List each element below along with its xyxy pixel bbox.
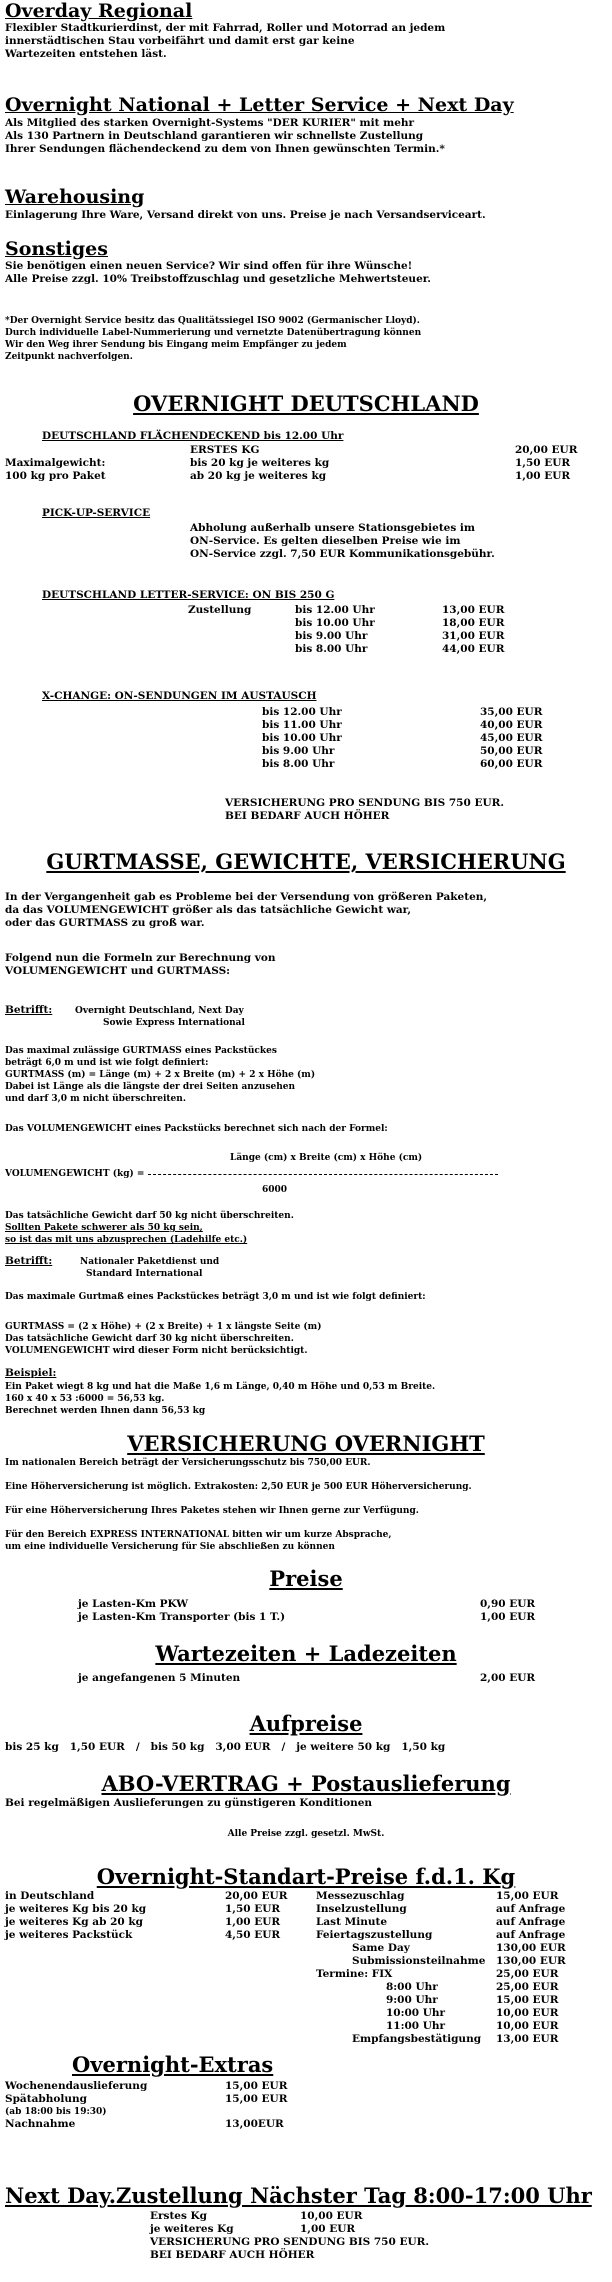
- table-row: bis 12.00 Uhr 13,00 EUR: [295, 604, 505, 616]
- gewicht-limit-text: Das tatsächliche Gewicht darf 50 kg nicht überschreiten. Sollten Pakete schwerer als 50 kg sein, so ist das mit uns abzusprechen (Ladehilfe etc.): [5, 1211, 294, 1245]
- wartezeiten-label: je angefangenen 5 Minuten: [78, 1672, 241, 1684]
- pickup-heading: PICK-UP-SERVICE: [42, 507, 151, 519]
- nextday-insurance-1: VERSICHERUNG PRO SENDUNG BIS 750 EUR.: [150, 2236, 429, 2248]
- formula-denominator: 6000: [262, 1185, 288, 1195]
- overday-text: Flexibler Stadtkurierdinst, der mit Fahrrad, Roller und Motorrad an jedem innerstädtischen Stau vorbeifährt und damit erst gar keine Wartezeiten entstehen läst.: [5, 22, 446, 60]
- gurtmasse-intro: In der Vergangenheit gab es Probleme bei der Versendung von größeren Paketen, da das VOLUMENGEWICHT größer als das tatsächliche Gewicht war, oder das GURTMASS zu groß war.: [5, 891, 488, 929]
- wartezeiten-title: Wartezeiten + Ladezeiten: [155, 1641, 457, 1666]
- table-row: bis 12.00 Uhr 35,00 EUR: [262, 706, 543, 718]
- table-row: je weiteres Kg 1,00 EUR: [150, 2223, 356, 2235]
- mwst-note: Alle Preise zzgl. gesetzl. MwSt.: [227, 1829, 385, 1839]
- betrifft-text-1: Overnight Deutschland, Next Day Sowie Express International: [75, 1006, 245, 1028]
- overday-title: Overday Regional: [5, 0, 193, 22]
- table-row: 10:00 Uhr 10,00 EUR: [386, 2007, 559, 2019]
- beispiel-text: Ein Paket wiegt 8 kg und hat die Maße 1,6 m Länge, 0,40 m Höhe und 0,53 m Breite. 160 x 40 x 53 :6000 = 56,53 kg. Berechnet werden Ihnen dann 56,53 kg: [5, 1382, 436, 1416]
- table-row: Empfangsbestätigung 13,00 EUR: [352, 2033, 559, 2045]
- aufpreise-line: bis 25 kg 1,50 EUR / bis 50 kg 3,00 EUR / je weitere 50 kg 1,50 kg: [5, 1741, 446, 1753]
- warehousing-text: Einlagerung Ihre Ware, Versand direkt von uns. Preise je nach Versandserviceart.: [5, 209, 486, 221]
- standart-preise-left: [5, 1890, 287, 1942]
- beispiel-label: Beispiel:: [5, 1367, 57, 1379]
- preise-table: [78, 1598, 548, 1624]
- abo-title: ABO-VERTRAG + Postauslieferung: [101, 1771, 511, 1796]
- versicherung-title: VERSICHERUNG OVERNIGHT: [127, 1431, 485, 1456]
- versicherung-line-1: Im nationalen Bereich beträgt der Versicherungsschutz bis 750,00 EUR.: [5, 1458, 371, 1468]
- table-row: Feiertagszustellung auf Anfrage: [316, 1929, 566, 1941]
- letter-zustellung-label: Zustellung: [188, 604, 252, 616]
- nextday-table: [150, 2210, 429, 2262]
- overnight-title: Overnight National + Letter Service + Next Day: [5, 94, 514, 116]
- table-row: Maximalgewicht: bis 20 kg je weiteres kg 1,50 EUR: [5, 457, 571, 469]
- standart-preise-right: [316, 1890, 566, 2046]
- iso-footnote: *Der Overnight Service besitz das Qualitätssiegel ISO 9002 (Germanischer Lloyd). Durch individuelle Label-Nummerierung und vernetzte Datenübertragung können Wir den Weg ihrer Sendung bis Eingang meim Empfänger zu jedem Zeitpunkt nachverfolgen.: [5, 316, 422, 362]
- table-row: Last Minute auf Anfrage: [316, 1916, 566, 1928]
- formula-numerator: Länge (cm) x Breite (cm) x Höhe (cm): [230, 1153, 423, 1163]
- volumengewicht-intro: Das VOLUMENGEWICHT eines Packstücks berechnet sich nach der Formel:: [5, 1124, 388, 1134]
- table-row: Nachnahme 13,00EUR: [5, 2118, 284, 2130]
- table-row: 9:00 Uhr 15,00 EUR: [386, 1994, 559, 2006]
- letter-service-table: [295, 604, 504, 656]
- table-row: ERSTES KG 20,00 EUR: [190, 444, 578, 456]
- wartezeiten-price: 2,00 EUR: [480, 1672, 536, 1684]
- aufpreise-title: Aufpreise: [249, 1711, 363, 1736]
- table-row: je weiteres Packstück 4,50 EUR: [5, 1929, 281, 1941]
- table-row: 100 kg pro Paket ab 20 kg je weiteres kg 1,00 EUR: [5, 470, 571, 482]
- sonstiges-title: Sonstiges: [5, 238, 108, 260]
- table-row: Messezuschlag 15,00 EUR: [316, 1890, 559, 1902]
- preise-title: Preise: [269, 1566, 343, 1591]
- table-row: (ab 18:00 bis 19:30): [5, 2107, 107, 2117]
- table-row: 11:00 Uhr 10,00 EUR: [386, 2020, 559, 2032]
- table-row: Inselzustellung auf Anfrage: [316, 1903, 566, 1915]
- abo-line: Bei regelmäßigen Auslieferungen zu günstigeren Konditionen: [5, 1797, 373, 1809]
- table-row: in Deutschland 20,00 EUR: [5, 1890, 288, 1902]
- xchange-heading: X-CHANGE: ON-SENDUNGEN IM AUSTAUSCH: [42, 690, 317, 702]
- extras-table: [5, 2080, 287, 2131]
- standart-preise-title: Overnight-Standart-Preise f.d.1. Kg: [96, 1864, 516, 1889]
- table-row: je Lasten-Km PKW 0,90 EUR: [78, 1598, 536, 1610]
- versicherung-line-4: Für den Bereich EXPRESS INTERNATIONAL bitten wir um kurze Absprache, um eine individuelle Versicherung für Sie abschließen zu können: [5, 1530, 392, 1552]
- versicherung-line-3: Für eine Höherversicherung Ihres Paketes stehen wir Ihnen gerne zur Verfügung.: [5, 1506, 419, 1516]
- table-row: bis 10.00 Uhr 18,00 EUR: [295, 617, 505, 629]
- sonstiges-text: Sie benötigen einen neuen Service? Wir sind offen für ihre Wünsche! Alle Preise zzgl. 10% Treibstoffzuschlag und gesetzliche Mehwertsteuer.: [5, 260, 431, 285]
- table-row: je weiteres Kg bis 20 kg 1,50 EUR: [5, 1903, 281, 1915]
- table-row: bis 9.00 Uhr 31,00 EUR: [295, 630, 505, 642]
- table-row: je weiteres Kg ab 20 kg 1,00 EUR: [5, 1916, 281, 1928]
- overnight-text: Als Mitglied des starken Overnight-Systems "DER KURIER" mit mehr Als 130 Partnern in Deutschland garantieren wir schnellste Zustellung Ihrer Sendungen flächendeckend zu dem von Ihnen gewünschten Termin.*: [5, 117, 445, 155]
- table-row: Same Day 130,00 EUR: [352, 1942, 566, 1954]
- table-row: Submissionsteilnahme 130,00 EUR: [352, 1955, 566, 1967]
- warehousing-title: Warehousing: [5, 186, 145, 208]
- table-row: bis 9.00 Uhr 50,00 EUR: [262, 745, 543, 757]
- betrifft-label-2: Betrifft:: [5, 1255, 53, 1267]
- table-row: Wochenendauslieferung 15,00 EUR: [5, 2080, 288, 2092]
- formula-lhs: VOLUMENGEWICHT (kg) =: [5, 1169, 145, 1179]
- table-row: Spätabholung 15,00 EUR: [5, 2093, 288, 2105]
- table-row: je Lasten-Km Transporter (bis 1 T.) 1,00 EUR: [78, 1611, 536, 1623]
- table-row: bis 8.00 Uhr 44,00 EUR: [295, 643, 505, 655]
- xchange-insurance: VERSICHERUNG PRO SENDUNG BIS 750 EUR. BEI BEDARF AUCH HÖHER: [225, 797, 504, 822]
- table-row: bis 11.00 Uhr 40,00 EUR: [262, 719, 543, 731]
- formula-fraction-line: [148, 1174, 498, 1175]
- letter-service-heading: DEUTSCHLAND LETTER-SERVICE: ON BIS 250 G: [42, 589, 335, 601]
- gurtmass-definition: Das maximal zulässige GURTMASS eines Packstückes beträgt 6,0 m und ist wie folgt definiert: GURTMASS (m) = Länge (m) + 2 x Breite (m) + 2 x Höhe (m) Dabei ist Länge als die längste der drei Seiten anzusehen und darf 3,0 m nicht überschreiten.: [5, 1046, 316, 1104]
- betrifft-text-2: Nationaler Paketdienst und Standard International: [80, 1257, 220, 1279]
- pickup-text: Abholung außerhalb unsere Stationsgebietes im ON-Service. Es gelten dieselben Preise wie im ON-Service zzgl. 7,50 EUR Kommunikationsgebühr.: [190, 522, 495, 560]
- gurtmass-national-definition: GURTMASS = (2 x Höhe) + (2 x Breite) + 1 x längste Seite (m) Das tatsächliche Gewicht darf 30 kg nicht überschreiten. VOLUMENGEWICHT wird dieser Form nicht berücksichtigt.: [5, 1322, 322, 1356]
- betrifft-label-1: Betrifft:: [5, 1004, 53, 1016]
- xchange-table: [262, 706, 542, 771]
- extras-title: Overnight-Extras: [72, 2052, 274, 2077]
- table-row: 8:00 Uhr 25,00 EUR: [386, 1981, 559, 1993]
- versicherung-line-2: Eine Höherversicherung ist möglich. Extrakosten: 2,50 EUR je 500 EUR Höherversicherung.: [5, 1482, 472, 1492]
- table-row: bis 10.00 Uhr 45,00 EUR: [262, 732, 543, 744]
- table-row: Erstes Kg 10,00 EUR: [150, 2210, 363, 2222]
- nextday-insurance-2: BEI BEDARF AUCH HÖHER: [150, 2249, 315, 2261]
- gurtmass-national-intro: Das maximale Gurtmaß eines Packstückes beträgt 3,0 m und ist wie folgt definiert:: [5, 1292, 426, 1302]
- flaechendeckend-heading: DEUTSCHLAND FLÄCHENDECKEND bis 12.00 Uhr: [42, 430, 344, 442]
- nextday-title: Next Day.Zustellung Nächster Tag 8:00-17:00 Uhr: [5, 2183, 592, 2208]
- table-row: bis 8.00 Uhr 60,00 EUR: [262, 758, 543, 770]
- overnight-deutschland-title: OVERNIGHT DEUTSCHLAND: [133, 391, 479, 416]
- formeln-intro: Folgend nun die Formeln zur Berechnung von VOLUMENGEWICHT und GURTMASS:: [5, 952, 276, 977]
- flaechendeckend-table: [5, 444, 580, 483]
- table-row: Termine: FIX 25,00 EUR: [316, 1968, 559, 1980]
- gurtmasse-title: GURTMASSE, GEWICHTE, VERSICHERUNG: [46, 849, 566, 874]
